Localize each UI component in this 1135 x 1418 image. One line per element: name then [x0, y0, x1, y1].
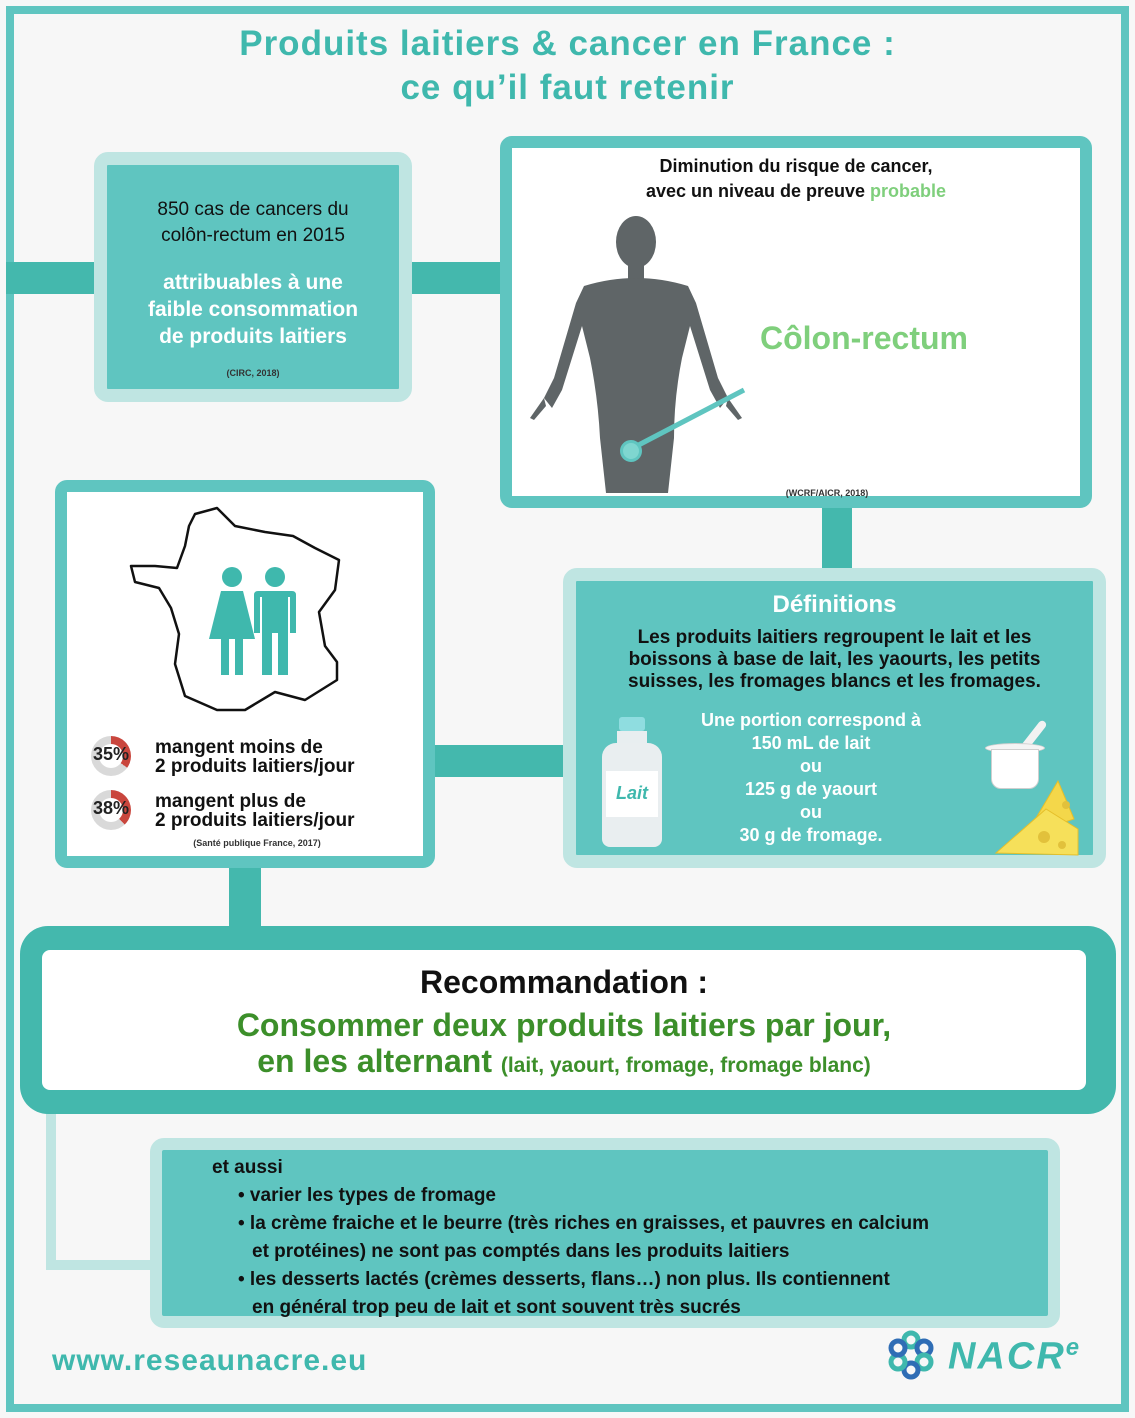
colon-cases-bold-1: attribuables à une [163, 271, 343, 294]
definitions-line-3: suisses, les fromages blancs et les fromages. [628, 671, 1041, 692]
definitions-line-2: boissons à base de lait, les yaourts, les petits [628, 649, 1041, 670]
stat-row-less [85, 736, 425, 780]
percent-more: 38% [92, 798, 130, 818]
title-line-1: Produits laitiers & cancer en France : [239, 24, 896, 63]
donut-chart-less [91, 736, 131, 776]
stat-more-line-1: mangent plus de [155, 791, 306, 812]
stat-less-line-1: mangent moins de [155, 737, 323, 758]
risk-line-2-prefix: avec un niveau de preuve [645, 181, 871, 201]
nacre-logo-text [948, 1334, 1081, 1379]
human-body-icon [524, 208, 764, 498]
risk-source: (WCRF/AICR, 2018) [785, 488, 869, 498]
colon-marker [620, 440, 642, 462]
stat-less-line-2: 2 produits laitiers/jour [155, 756, 355, 777]
colon-cases-source: (CIRC, 2018) [226, 368, 280, 378]
portion-line-3: ou [800, 756, 822, 776]
also-bullet-3-line-2: en général trop peu de lait et sont souvent très sucrés [252, 1297, 741, 1318]
definitions-title: Définitions [772, 591, 897, 618]
colon-cases-line-1: 850 cas de cancers du [157, 199, 349, 220]
risk-evidence-level: probable [870, 181, 947, 201]
recommendation-line-2 [42, 1043, 1086, 1084]
stat-more-line-2: 2 produits laitiers/jour [155, 810, 355, 831]
website-link[interactable]: www.reseaunacre.eu [52, 1344, 368, 1377]
portion-text [681, 709, 941, 847]
connector-left [6, 262, 106, 294]
recommendation-detail: (lait, yaourt, fromage, fromage blanc) [500, 1054, 871, 1077]
organ-label: Côlon-rectum [760, 320, 968, 356]
recommendation-heading: Recommandation : [419, 964, 709, 1000]
recommendation-box [42, 950, 1086, 1090]
also-bullet-1: • varier les types de fromage [238, 1185, 496, 1206]
connector-top-middle [405, 262, 515, 294]
page-title [40, 22, 1095, 110]
portion-line-5: ou [800, 802, 822, 822]
recommendation-main: en les alternant [257, 1043, 492, 1079]
recommendation-line-1: Consommer deux produits laitiers par jour, [236, 1007, 892, 1043]
donut-chart-more [91, 790, 131, 830]
portion-line-1: Une portion correspond à [700, 710, 922, 730]
nacre-logo-icon [886, 1330, 936, 1380]
percent-less: 35% [92, 744, 130, 764]
also-bullet-3-line-1: • les desserts lactés (crèmes desserts, flans…) non plus. Ils contiennent [238, 1269, 890, 1290]
bottle-label: Lait [615, 783, 648, 803]
portion-line-6: 30 g de fromage. [739, 825, 883, 845]
risk-line-1: Diminution du risque de cancer, [659, 156, 933, 176]
milk-bottle-icon [602, 717, 662, 847]
also-bullet-2-line-2: et protéines) ne sont pas comptés dans les produits laitiers [252, 1241, 790, 1262]
france-stats-box [55, 480, 435, 868]
title-line-2: ce qu’il faut retenir [400, 68, 735, 107]
risk-box [500, 136, 1092, 508]
connector-recommendation-also [46, 1100, 166, 1270]
nacre-logo [886, 1326, 1106, 1386]
woman-icon [207, 567, 257, 677]
colon-cases-line-2: colôn-rectum en 2015 [161, 225, 345, 246]
definitions-line-1: Les produits laitiers regroupent le lait et les [637, 627, 1032, 648]
portion-line-4: 125 g de yaourt [744, 779, 878, 799]
colon-cases-bold-2: faible consommation [147, 298, 359, 321]
also-intro: et aussi [212, 1157, 283, 1178]
risk-line-2 [512, 179, 1080, 204]
cheese-icon [986, 779, 1086, 859]
colon-cases-box [94, 152, 412, 402]
also-box [150, 1138, 1060, 1328]
logo-text: NACR [948, 1335, 1066, 1378]
colon-cases-bold-3: de produits laitiers [159, 325, 347, 348]
logo-superscript: e [1065, 1334, 1082, 1361]
man-icon [252, 567, 298, 677]
definitions-box [563, 568, 1106, 868]
connector-stats-definitions [425, 745, 575, 777]
france-stats-source: (Santé publique France, 2017) [193, 838, 321, 848]
stat-row-more [85, 790, 425, 834]
portion-line-2: 150 mL de lait [751, 733, 871, 753]
also-bullet-2-line-1: • la crème fraiche et le beurre (très riches en graisses, et pauvres en calcium [238, 1213, 929, 1234]
